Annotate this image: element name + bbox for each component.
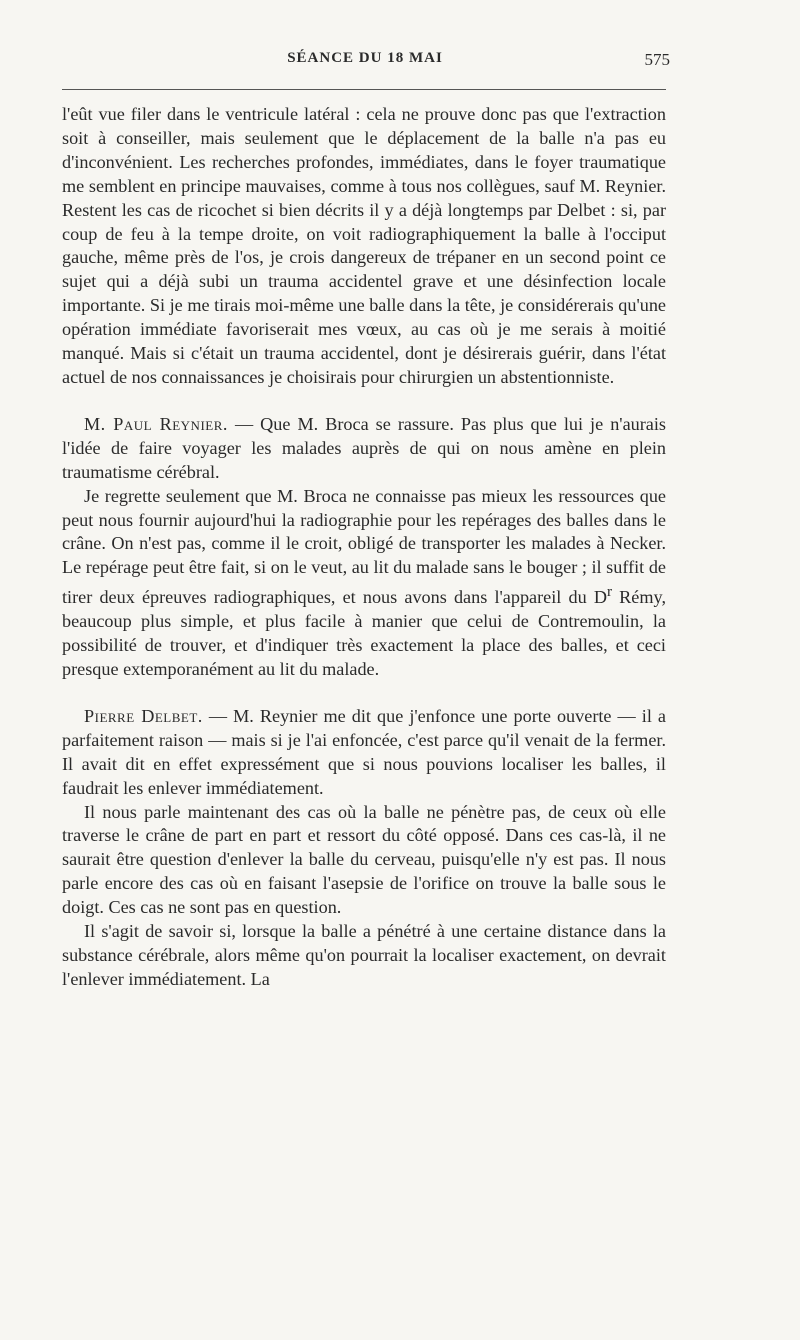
paragraph-text: Je regrette seulement que M. Broca ne connaisse pas mieux les ressources que peut nous fournir aujourd'hui la radiographie pour les repérages des balles dans le crâne. On n'est pas, comme il le croit, obligé de transporter les malades à Necker. Le repérage peut être fait, si on le veut, au lit du malade sans le bouger ; il suffit de tirer deux épreuves radiographiques, et nous avons dans l'appareil du D: [62, 485, 666, 608]
speaker-name: M. Paul Reynier.: [84, 413, 228, 434]
paragraph-delbet-3: Il s'agit de savoir si, lorsque la balle a pénétré à une certaine distance dans la substance cérébrale, alors même qu'on pourrait la localiser exactement, on devrait l'enlever immédiatement. La: [62, 921, 666, 989]
superscript: r: [606, 583, 613, 601]
paragraph-delbet-2: Il nous parle maintenant des cas où la balle ne pénètre pas, de ceux où elle traverse le crâne de part en part et ressort du côté opposé. Dans ces cas-là, il ne saurait être question d'enlever la balle du cerveau, puisqu'elle n'y est pas. Il nous parle encore des cas où en faisant l'asepsie de l'orifice on trouve la balle sous le doigt. Ces cas ne sont pas en question.: [62, 801, 666, 918]
paragraph-text: — M. Reynier me dit que j'enfonce une porte ouverte — il a parfaitement raison — mais si je l'ai enfoncée, c'est parce qu'il venait de la fermer. Il avait dit en effet expressément que si nous pouvions localiser les balles, il faudrait les enlever immédiatement.: [62, 705, 666, 798]
paragraph-continuation: l'eût vue filer dans le ventricule latéral : cela ne prouve donc pas que l'extraction soit à conseiller, mais seulement que le déplacement de la balle n'a pas eu d'inconvénient. Les recherches profondes, immédiates, dans le foyer traumatique me semblent en principe mauvaises, comme à tous nos collègues, sauf M. Reynier. Restent les cas de ricochet si bien décrits il y a déjà longtemps par Delbet : si, par coup de feu à la tempe droite, on voit radiographiquement la balle à l'occiput gauche, même près de l'os, je crois dangereux de trépaner en un second point ce sujet qui a déjà subi un trauma accidentel grave et une désinfection locale importante. Si je me tirais moi-même une balle dans la tête, je considérerais qu'une opération immédiate favoriserait mes vœux, au cas où je me serais à moitié manqué. Mais si c'était un trauma accidentel, dont je désirerais guérir, dans l'état actuel de nos connaissances je choisirais pour chirurgien un abstentionniste.: [62, 104, 666, 387]
running-head: [60, 50, 670, 74]
paragraph-reynier-continued: [62, 485, 666, 682]
speaker-name: Pierre Delbet.: [84, 705, 203, 726]
running-title: SÉANCE DU 18 MAI: [287, 50, 443, 66]
paragraph-text: — Que M. Broca se rassure. Pas plus que lui je n'aurais l'idée de faire voyager les malades auprès de qui on nous amène en plein traumatisme cérébral.: [62, 413, 666, 482]
paragraph-delbet: [62, 705, 666, 801]
paragraph-reynier: [62, 413, 666, 485]
body-text: [62, 103, 666, 992]
header-rule: [62, 89, 666, 90]
page-number: 575: [644, 50, 670, 69]
paragraph-text: Rémy, beaucoup plus simple, et plus facile à manier que celui de Contremoulin, la possibilité de trouver, et d'indiquer très exactement la place des balles, et ceci presque extemporanément au lit du malade.: [62, 587, 666, 679]
